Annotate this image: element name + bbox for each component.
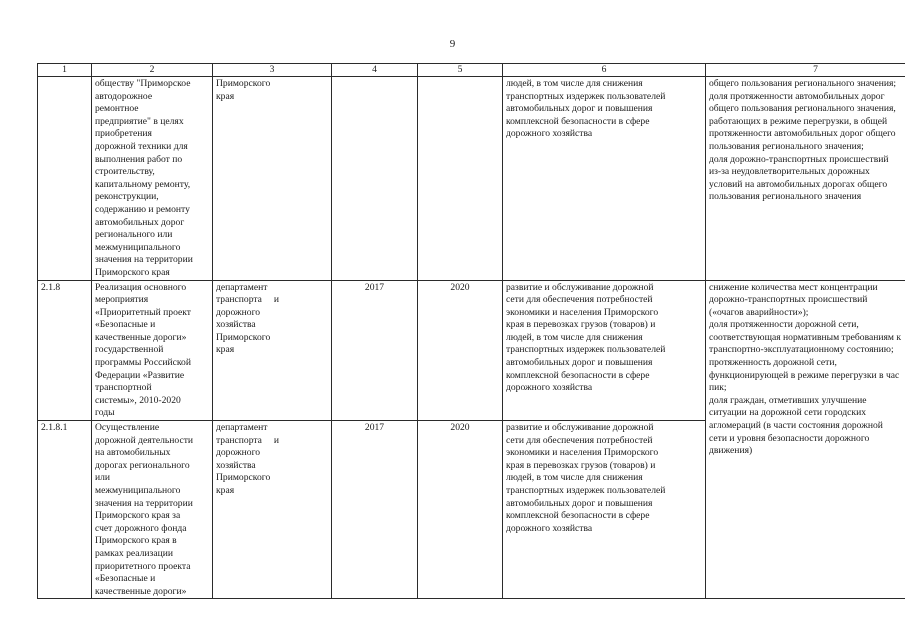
header-row (38, 64, 905, 77)
cell-indicators: снижение количества мест концентрации дорожно-транспортных происшествий («очагов аварийности»); доля протяженности дорожной сети, соответствующая нормативным требованиям к транспортно-эксплуатационному состоянию; протяженность дорожной сети, функционирующей в режиме перегрузки в час пик; доля граждан, отметивших улучшение ситуации на дорожной сети городских агломераций (в части состояния дорожной сети и уровня безопасности дорожного движения) (706, 280, 905, 599)
column-header-2: 2 (92, 64, 213, 77)
cell-executor: Приморского края (213, 77, 332, 281)
cell-executor: департамент транспорта и дорожного хозяйства Приморского края (213, 280, 332, 421)
column-header-6: 6 (503, 64, 706, 77)
program-table (37, 63, 905, 599)
cell-result: развитие и обслуживание дорожной сети для обеспечения потребностей экономики и населения Приморского края в перевозках грузов (товаров) и людей, в том числе для снижения транспортных издержек пользователей автомобильных дорог и повышения комплексной безопасности в сфере дорожного хозяйства (503, 280, 706, 421)
cell-end-year: 2020 (418, 421, 503, 599)
table-row (38, 280, 905, 421)
table-row (38, 77, 905, 281)
cell-start-year: 2017 (332, 421, 418, 599)
cell-result: развитие и обслуживание дорожной сети для обеспечения потребностей экономики и населения Приморского края в перевозках грузов (товаров) и людей, в том числе для снижения транспортных издержек пользователей автомобильных дорог и повышения комплексной безопасности в сфере дорожного хозяйства (503, 421, 706, 599)
cell-name: Реализация основного мероприятия «Приоритетный проект «Безопасные и качественные дороги» государственной программы Российской Федерации «Развитие транспортной системы», 2010-2020 годы (92, 280, 213, 421)
column-header-3: 3 (213, 64, 332, 77)
column-header-4: 4 (332, 64, 418, 77)
cell-name: Осуществление дорожной деятельности на автомобильных дорогах регионального или межмуниципального значения на территории Приморского края за счет дорожного фонда Приморского края в рамках реализации приоритетного проекта «Безопасные и качественные дороги» (92, 421, 213, 599)
cell-end-year (418, 77, 503, 281)
column-header-7: 7 (706, 64, 905, 77)
cell-end-year: 2020 (418, 280, 503, 421)
page-number: 9 (449, 38, 456, 50)
cell-code (38, 77, 92, 281)
cell-start-year: 2017 (332, 280, 418, 421)
column-header-1: 1 (38, 64, 92, 77)
cell-code: 2.1.8.1 (38, 421, 92, 599)
cell-code: 2.1.8 (38, 280, 92, 421)
column-header-5: 5 (418, 64, 503, 77)
cell-result: людей, в том числе для снижения транспортных издержек пользователей автомобильных дорог и повышения комплексной безопасности в сфере дорожного хозяйства (503, 77, 706, 281)
cell-start-year (332, 77, 418, 281)
cell-name: обществу "Приморское автодорожное ремонтное предприятие" в целях приобретения дорожной техники для выполнения работ по строительству, капитальному ремонту, реконструкции, содержанию и ремонту автомобильных дорог регионального или межмуниципального значения на территории Приморского края (92, 77, 213, 281)
cell-executor: департамент транспорта и дорожного хозяйства Приморского края (213, 421, 332, 599)
cell-indicators: общего пользования регионального значения; доля протяженности автомобильных дорог общего пользования регионального значения, работающих в режиме перегрузки, в общей протяженности автомобильных дорог общего пользования регионального значения; доля дорожно-транспортных происшествий из-за неудовлетворительных дорожных условий на автомобильных дорогах общего пользования регионального значения (706, 77, 905, 281)
